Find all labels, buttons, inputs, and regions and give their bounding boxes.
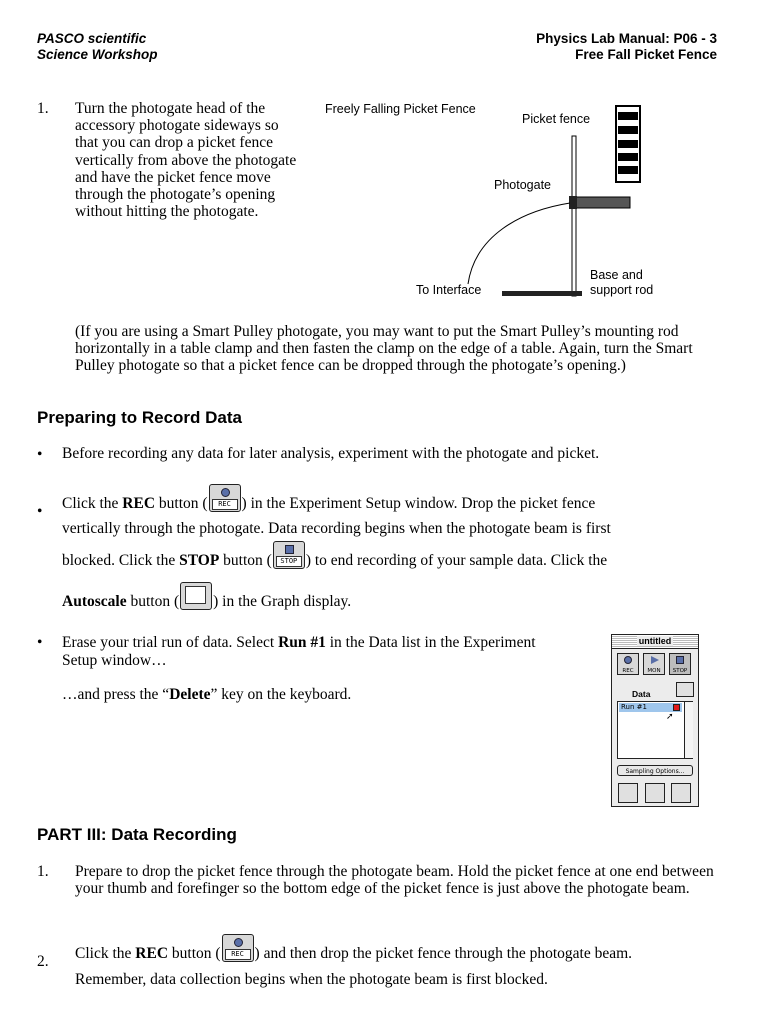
mouse-cursor-icon: ➚: [666, 711, 674, 721]
label-base-line1: Base and: [590, 268, 643, 282]
stop-button-inline[interactable]: [273, 541, 305, 569]
window-title-bar[interactable]: [612, 635, 698, 649]
autoscale-icon: [185, 586, 206, 604]
b3-run-word: Run #1: [278, 634, 326, 651]
rec-button-inline[interactable]: [209, 484, 241, 512]
interface-cable: [468, 203, 570, 284]
b3-text-d: ” key on the keyboard.: [210, 686, 352, 703]
picket-bar: [618, 140, 638, 148]
window-rec-label: REC: [622, 668, 634, 674]
rec-button-label: REC: [225, 949, 251, 960]
picket-fence-figure: [320, 96, 680, 306]
s2-rec-word: REC: [135, 944, 169, 962]
bullet-2-line3: [62, 541, 607, 569]
picket-bar: [618, 126, 638, 134]
window-stop-button[interactable]: [669, 653, 691, 675]
record-icon: [234, 938, 243, 947]
window-mon-button[interactable]: [643, 653, 665, 675]
header-experiment: Free Fall Picket Fence: [575, 47, 717, 62]
stop-icon: [285, 545, 294, 554]
b2-text-g: button (: [126, 592, 180, 610]
experiment-setup-window: [611, 634, 699, 807]
b2-stop-word: STOP: [179, 551, 220, 569]
bullet-3-marker: •: [37, 634, 43, 651]
header-series: Science Workshop: [37, 47, 158, 62]
figure-title: Freely Falling Picket Fence: [325, 102, 476, 116]
sampling-options-button[interactable]: Sampling Options...: [617, 765, 693, 776]
b2-text-a: Click the: [62, 494, 123, 512]
window-stop-label: STOP: [672, 668, 688, 674]
bullet-2-line2: vertically through the photogate. Data recording begins when the photogate beam is first: [62, 520, 611, 537]
data-list-run-1[interactable]: Run #1: [619, 703, 682, 712]
stop-button-label: STOP: [276, 556, 302, 567]
label-base-support: [590, 268, 653, 298]
window-rec-button[interactable]: [617, 653, 639, 675]
b2-text-e: button (: [219, 551, 272, 569]
header-publisher: PASCO scientific: [37, 31, 147, 46]
window-data-label: Data: [632, 689, 651, 699]
s2-text-c: ) and then drop the picket fence through the photogate beam.: [254, 944, 633, 962]
table-display-icon[interactable]: [645, 783, 665, 803]
part3-step1-number: 1.: [37, 863, 49, 880]
bullet-1-text: Before recording any data for later analysis, experiment with the photogate and picket.: [62, 445, 600, 462]
bullet-3-line2: Setup window…: [62, 652, 167, 669]
label-base-line2: support rod: [590, 283, 654, 297]
part3-step2-line2: Remember, data collection begins when the photogate beam is first blocked.: [75, 971, 548, 988]
header-left: [37, 31, 158, 63]
part3-heading: PART III: Data Recording: [37, 825, 237, 844]
b2-text-d: blocked. Click the: [62, 551, 180, 569]
digits-display-icon[interactable]: [671, 783, 691, 803]
header-manual: Physics Lab Manual: P06 - 3: [536, 31, 717, 46]
picket-bar: [618, 166, 638, 174]
data-list-scrollbar[interactable]: [684, 702, 693, 758]
b3-text-b: in the Data list in the Experiment: [325, 634, 536, 651]
label-to-interface: To Interface: [416, 283, 482, 297]
rec-button-inline[interactable]: [222, 934, 254, 962]
b3-delete-word: Delete: [169, 686, 211, 703]
header-right: [536, 31, 717, 63]
picket-bar: [618, 112, 638, 120]
picket-bar: [618, 153, 638, 161]
b2-text-b: button (: [155, 494, 208, 512]
b2-text-h: ) in the Graph display.: [213, 592, 352, 610]
rec-button-label: REC: [212, 499, 238, 510]
s2-text-a: Click the: [75, 944, 136, 962]
b3-text-a: Erase your trial run of data. Select: [62, 634, 279, 651]
base: [502, 291, 582, 296]
photogate-arm: [570, 197, 630, 208]
stop-icon: [676, 656, 684, 664]
graph-display-icon[interactable]: [618, 783, 638, 803]
step1-number: 1.: [37, 100, 49, 117]
record-icon: [624, 656, 632, 664]
autoscale-button-inline[interactable]: [180, 582, 212, 610]
part3-step2-line1: [75, 934, 632, 962]
smart-pulley-note: (If you are using a Smart Pulley photogate, you may want to put the Smart Pulley’s mounting rod horizontally in a table clamp and then fasten the clamp on the edge of a table. Again, turn the Smart Pulley photogate so that a picket fence can be dropped through the photogate’s opening.): [75, 323, 693, 375]
data-table-icon[interactable]: [676, 682, 694, 697]
record-icon: [221, 488, 230, 497]
data-list: [617, 701, 693, 759]
b2-text-f: ) to end recording of your sample data. Click the: [305, 551, 608, 569]
part3-step2-number: 2.: [37, 953, 49, 970]
window-title: untitled: [638, 636, 672, 646]
bullet-2-line1: [62, 484, 595, 512]
b2-rec-word: REC: [122, 494, 156, 512]
bullet-3-line1: [62, 634, 536, 651]
label-photogate: Photogate: [494, 178, 551, 192]
support-rod: [572, 136, 576, 296]
b2-autoscale-word: Autoscale: [62, 592, 127, 610]
label-picket-fence: Picket fence: [522, 112, 591, 126]
bullet-1-marker: •: [37, 446, 43, 463]
part3-step1-text: Prepare to drop the picket fence through the photogate beam. Hold the picket fence at one end between your thumb and forefinger so the bottom edge of the picket fence is just above the photogate beam.: [75, 863, 714, 898]
bullet-3-line3: [62, 686, 351, 703]
bullet-2-marker: •: [37, 503, 43, 520]
bullet-2-line4: [62, 582, 351, 610]
b2-text-c: ) in the Experiment Setup window. Drop the picket fence: [241, 494, 596, 512]
run-color-swatch: [673, 704, 680, 711]
step1-text: Turn the photogate head of the accessory photogate sideways so that you can drop a picket fence vertically from above the photogate and have the picket fence move through the photogate’s opening without hitting the photogate.: [75, 100, 297, 221]
s2-text-b: button (: [168, 944, 221, 962]
window-mon-label: MON: [647, 668, 661, 674]
preparing-heading: Preparing to Record Data: [37, 408, 242, 427]
photogate-clamp: [569, 196, 577, 209]
play-icon: [651, 656, 659, 664]
b3-text-c: …and press the “: [62, 686, 170, 703]
